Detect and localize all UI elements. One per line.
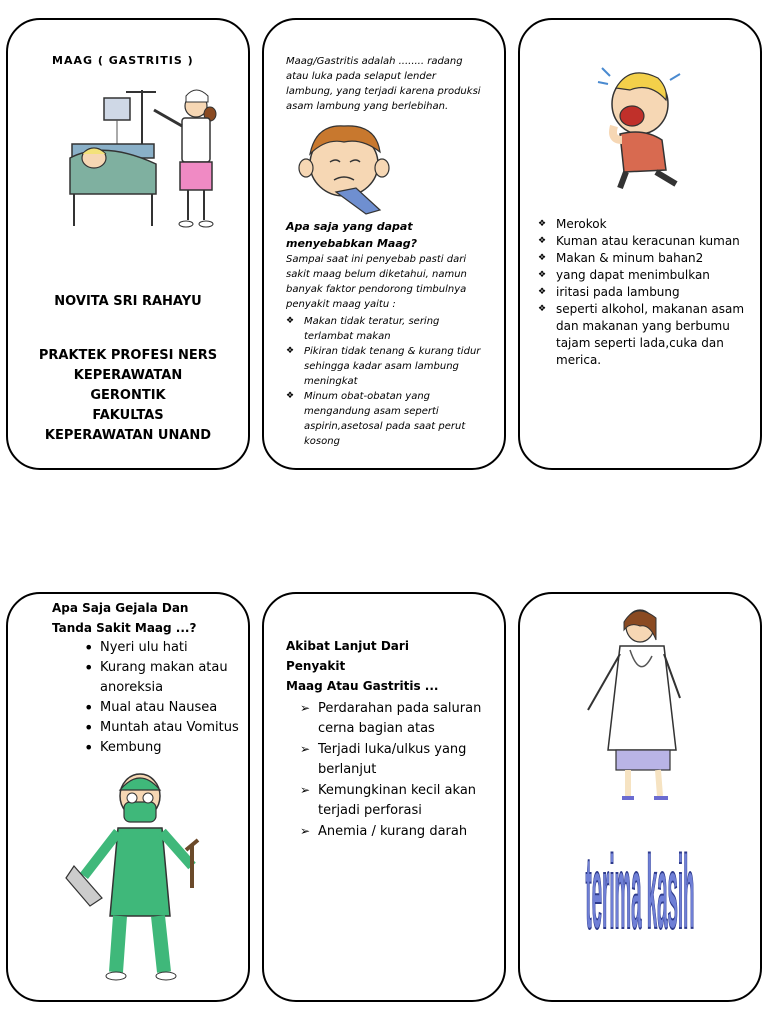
complications-title-line: Penyakit — [286, 659, 346, 673]
list-item: • Mual atau Nausea — [52, 698, 250, 718]
surgeon-illustration — [62, 766, 212, 986]
institution — [8, 346, 248, 446]
complications-panel — [262, 592, 506, 1002]
complications-title-line: Maag Atau Gastritis ... — [286, 679, 439, 693]
doctor-illustration — [580, 600, 710, 806]
list-item: ❖ Pikiran tidak tenang & kurang tidur sehingga kadar asam lambung meningkat — [286, 344, 482, 389]
list-item: ➢ Perdarahan pada saluran cerna bagian atas — [286, 698, 500, 739]
list-item: ❖ Merokok — [538, 216, 748, 233]
list-item: • Kembung — [52, 738, 250, 758]
institution-line: GERONTIK — [90, 388, 166, 403]
crying-man-illustration — [580, 60, 700, 192]
list-item: ❖ seperti alkohol, makanan asam dan makanan yang berbumu tajam seperti lada,cuka dan merica. — [538, 301, 748, 369]
closing-panel — [518, 592, 762, 1002]
list-item: ❖ Makan & minum bahan2 — [538, 250, 748, 267]
definition-panel — [262, 18, 506, 470]
list-item: ➢ Anemia / kurang darah — [286, 821, 500, 842]
definition-text: Maag/Gastritis adalah ........ radang atau luka pada selaput lender lambung, yang terjadi karena produksi asam lambung yang berlebihan. — [286, 56, 481, 112]
cover-title: MAAG ( GASTRITIS ) — [52, 54, 194, 67]
closing-text: terima kasih — [585, 835, 695, 946]
causes-intro: Sampai saat ini penyebab pasti dari sakit maag belum diketahui, namun banyak faktor pendorong timbulnya penyakit maag yaitu : — [286, 254, 467, 310]
complications-title — [286, 636, 496, 696]
symptoms-panel — [6, 592, 250, 1002]
symptoms-title: Apa Saja Gejala Dan Tanda Sakit Maag ...? — [52, 601, 197, 635]
list-item: ❖ yang dapat menimbulkan — [538, 267, 748, 284]
patient-nurse-illustration — [64, 84, 234, 234]
causes-list-continued — [538, 216, 748, 369]
institution-line: KEPERAWATAN UNAND — [44, 428, 212, 443]
closing-banner — [520, 826, 760, 946]
author-name: NOVITA SRI RAHAYU — [54, 294, 202, 309]
cover-panel — [6, 18, 250, 470]
sick-boy-illustration — [296, 118, 396, 224]
complications-list — [286, 698, 500, 842]
causes-list — [286, 314, 482, 449]
list-item: ➢ Kemungkinan kecil akan terjadi perforasi — [286, 780, 500, 821]
list-item: ❖ Minum obat-obatan yang mengandung asam seperti aspirin,asetosal pada saat perut kosong — [286, 389, 482, 449]
list-item: ❖ iritasi pada lambung — [538, 284, 748, 301]
list-item: ❖ Kuman atau keracunan kuman — [538, 233, 748, 250]
list-item: ➢ Terjadi luka/ulkus yang berlanjut — [286, 739, 500, 780]
causes-continued-panel — [518, 18, 762, 470]
institution-line: FAKULTAS — [92, 408, 164, 423]
institution-line: KEPERAWATAN — [73, 368, 183, 383]
list-item: • Nyeri ulu hati — [52, 638, 250, 658]
causes-question: Apa saja yang dapat menyebabkan Maag? — [286, 220, 418, 250]
list-item: • Kurang makan atau anoreksia — [52, 658, 250, 698]
list-item: ❖ Makan tidak teratur, sering terlambat makan — [286, 314, 482, 344]
institution-line: PRAKTEK PROFESI NERS — [38, 348, 218, 363]
symptoms-list — [52, 638, 250, 758]
list-item: • Muntah atau Vomitus — [52, 718, 250, 738]
complications-title-line: Akibat Lanjut Dari — [286, 639, 409, 653]
